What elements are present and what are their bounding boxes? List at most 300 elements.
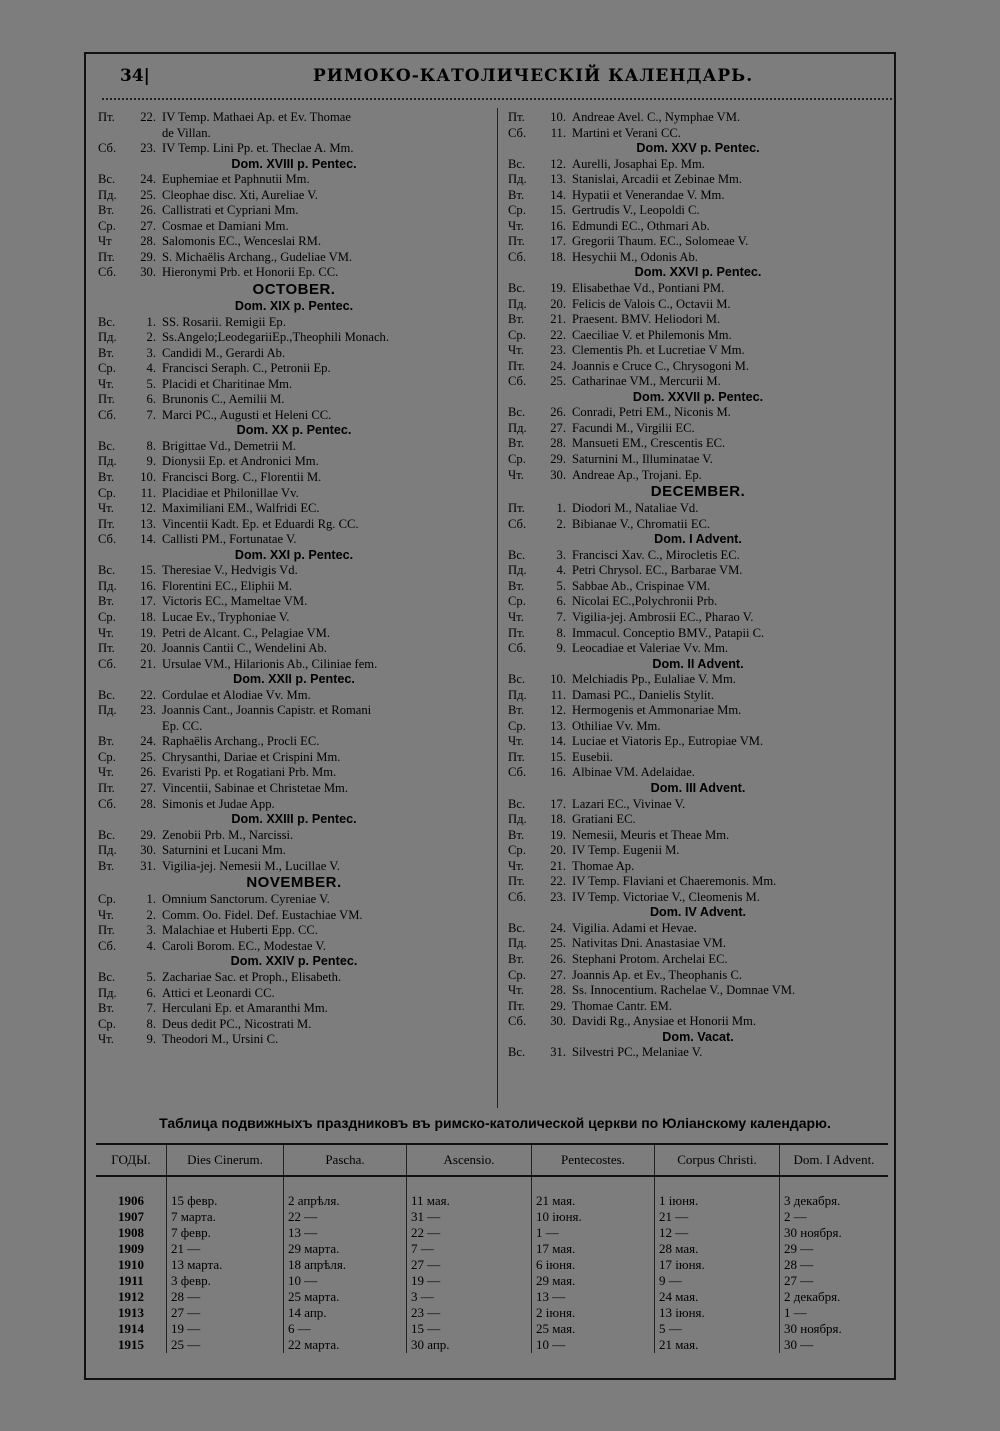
saint-names: Florentini EC., Eliphii M. <box>162 578 293 593</box>
day-number: 30. <box>550 1014 566 1029</box>
weekday-abbrev: Сб. <box>508 125 527 140</box>
weekday-abbrev: Чт. <box>98 501 114 516</box>
saint-names: Praesent. BMV. Heliodori M. <box>572 312 721 327</box>
weekday-abbrev: Сб. <box>508 1014 527 1029</box>
day-number: 8. <box>146 1016 156 1031</box>
weekday-abbrev: Вс. <box>98 827 116 842</box>
weekday-abbrev: Вт. <box>98 734 115 749</box>
date-cell: 17 мая. <box>532 1241 655 1257</box>
calendar-day-row <box>98 110 490 126</box>
year-cell: 1907 <box>118 1209 144 1224</box>
day-number: 17. <box>550 234 566 249</box>
date-cell: 7 — <box>407 1241 532 1257</box>
calendar-day-row <box>508 641 888 657</box>
saint-names: Hypatii et Venerandae V. Mm. <box>572 187 725 202</box>
feast-table-title: Таблица подвижныхъ праздниковъ въ римско-католической церкви по Юліанскому календарю. <box>159 1115 831 1131</box>
day-number: 23. <box>550 343 566 358</box>
saint-names: Thomae Ap. <box>572 858 635 873</box>
calendar-day-row <box>508 359 888 375</box>
calendar-day-row <box>508 874 888 890</box>
calendar-day-row <box>98 703 490 719</box>
day-number: 9. <box>146 1032 156 1047</box>
day-number: 24. <box>550 920 566 935</box>
saint-names: Vincentii, Sabinae et Christetae Mm. <box>162 780 349 795</box>
date-cell: 5 — <box>655 1321 780 1337</box>
calendar-day-row <box>508 452 888 468</box>
saint-names: Lazari EC., Vivinae V. <box>572 796 686 811</box>
calendar-day-row <box>98 315 490 331</box>
day-number: 8. <box>556 625 566 640</box>
weekday-abbrev: Пт. <box>508 749 525 764</box>
weekday-abbrev: Вт. <box>508 436 525 451</box>
table-row <box>96 1305 888 1321</box>
day-number: 25. <box>550 936 566 951</box>
day-number: 19. <box>550 827 566 842</box>
calendar-day-row <box>98 594 490 610</box>
weekday-abbrev: Чт. <box>508 343 524 358</box>
saint-names: Cosmae et Damiani Mm. <box>162 218 289 233</box>
weekday-abbrev: Сб. <box>508 249 527 264</box>
date-cell: 11 мая. <box>407 1176 532 1209</box>
saint-names: Hesychii M., Odonis Ab. <box>572 249 698 264</box>
saint-names: Joannis Ap. et Ev., Theophanis C. <box>572 967 743 982</box>
saint-names: Joannis e Cruce C., Chrysogoni M. <box>572 358 750 373</box>
saint-names: IV Temp. Lini Pp. et. Theclae A. Mm. <box>162 141 354 156</box>
day-number: 29. <box>550 998 566 1013</box>
day-number: 4. <box>556 563 566 578</box>
calendar-day-row <box>508 610 888 626</box>
saint-names: Callistrati et Cypriani Mm. <box>162 203 299 218</box>
calendar-day-row <box>98 781 490 797</box>
calendar-day-row <box>98 517 490 533</box>
date-cell: 13 — <box>532 1289 655 1305</box>
weekday-abbrev: Пд. <box>508 172 527 187</box>
year-cell: 1913 <box>118 1305 144 1320</box>
calendar-day-row <box>98 454 490 470</box>
day-number: 24. <box>140 172 156 187</box>
saint-names: Leocadiae et Valeriae Vv. Mm. <box>572 641 729 656</box>
table-row <box>96 1289 888 1305</box>
weekday-abbrev: Ср. <box>508 967 526 982</box>
saint-names: Victoris EC., Mameltae VM. <box>162 594 308 609</box>
date-cell: 27 — <box>167 1305 284 1321</box>
saint-names: Zenobii Prb. M., Narcissi. <box>162 827 294 842</box>
table-row <box>96 1321 888 1337</box>
saint-names: Deus dedit PC., Nicostrati M. <box>162 1016 312 1031</box>
weekday-abbrev: Вт. <box>98 858 115 873</box>
calendar-day-row <box>98 626 490 642</box>
day-number: 2. <box>146 330 156 345</box>
date-cell: 25 марта. <box>284 1289 407 1305</box>
year-cell: 1909 <box>118 1241 144 1256</box>
weekday-abbrev: Чт <box>98 234 112 249</box>
saint-names: Brigittae Vd., Demetrii M. <box>162 438 297 453</box>
day-number: 17. <box>550 796 566 811</box>
sunday-heading: Dom. I Advent. <box>654 532 742 547</box>
calendar-day-row <box>508 374 888 390</box>
calendar-day-row <box>508 968 888 984</box>
date-cell: 22 — <box>284 1209 407 1225</box>
calendar-day-row <box>98 377 490 393</box>
day-number: 17. <box>140 594 156 609</box>
date-cell: 29 марта. <box>284 1241 407 1257</box>
date-cell: 1 — <box>532 1225 655 1241</box>
day-number: 30. <box>140 843 156 858</box>
calendar-day-row <box>98 141 490 157</box>
weekday-abbrev: Вс. <box>98 438 116 453</box>
day-number: 24. <box>550 358 566 373</box>
saint-names: Catharinae VM., Mercurii M. <box>572 374 721 389</box>
calendar-day-row <box>98 641 490 657</box>
weekday-abbrev: Ср. <box>508 718 526 733</box>
weekday-abbrev: Пт. <box>98 516 115 531</box>
saint-names: Othiliae Vv. Mm. <box>572 718 661 733</box>
date-cell: 29 — <box>780 1241 889 1257</box>
day-number: 27. <box>550 420 566 435</box>
page-number: 34| <box>120 66 150 86</box>
weekday-abbrev: Ср. <box>98 609 116 624</box>
date-cell: 22 марта. <box>284 1337 407 1353</box>
saint-names: Gratiani EC. <box>572 812 636 827</box>
day-number: 19. <box>140 625 156 640</box>
day-number: 10. <box>550 672 566 687</box>
saint-names: Chrysanthi, Dariae et Crispini Mm. <box>162 749 341 764</box>
calendar-day-row <box>98 330 490 346</box>
weekday-abbrev: Ср. <box>98 749 116 764</box>
day-number: 16. <box>550 218 566 233</box>
saint-names: Hieronymi Prb. et Honorii Ep. CC. <box>162 265 339 280</box>
day-number: 27. <box>550 967 566 982</box>
saint-names: Eusebii. <box>572 749 613 764</box>
saint-names: Caeciliae V. et Philemonis Mm. <box>572 327 732 342</box>
table-header-row <box>96 1144 888 1176</box>
calendar-day-row <box>508 468 888 484</box>
weekday-abbrev: Чт. <box>98 907 114 922</box>
weekday-abbrev: Пт. <box>98 780 115 795</box>
year-cell: 1912 <box>118 1289 144 1304</box>
day-number: 28. <box>550 983 566 998</box>
day-number: 6. <box>556 594 566 609</box>
date-cell: 3 — <box>407 1289 532 1305</box>
page-header <box>108 66 888 94</box>
day-number: 28. <box>140 234 156 249</box>
weekday-abbrev: Ср. <box>508 203 526 218</box>
day-number: 4. <box>146 361 156 376</box>
saint-names: Theodori M., Ursini C. <box>162 1032 279 1047</box>
saint-names: Aurelli, Josaphai Ep. Mm. <box>572 156 705 171</box>
date-cell: 6 — <box>284 1321 407 1337</box>
weekday-abbrev: Пд. <box>508 296 527 311</box>
day-number: 5. <box>556 578 566 593</box>
saint-names: Malachiae et Huberti Epp. CC. <box>162 923 318 938</box>
movable-feasts-table <box>96 1143 888 1353</box>
weekday-abbrev: Вт. <box>508 312 525 327</box>
calendar-day-row <box>508 765 888 781</box>
day-number: 14. <box>550 734 566 749</box>
weekday-abbrev: Сб. <box>98 656 117 671</box>
day-number: 9. <box>146 454 156 469</box>
calendar-day-row <box>98 1017 490 1033</box>
date-cell: 21 мая. <box>532 1176 655 1209</box>
weekday-abbrev: Пт. <box>98 249 115 264</box>
day-number: 23. <box>140 141 156 156</box>
sunday-heading: Dom. XX p. Pentec. <box>236 423 352 438</box>
calendar-day-row <box>98 908 490 924</box>
saint-names: Stephani Protom. Archelai EC. <box>572 951 728 966</box>
sunday-heading: Dom. XXV p. Pentec. <box>636 141 760 156</box>
date-cell: 28 — <box>780 1257 889 1273</box>
weekday-abbrev: Вт. <box>508 578 525 593</box>
weekday-abbrev: Вс. <box>508 281 526 296</box>
day-number: 11. <box>140 485 156 500</box>
calendar-day-row <box>508 859 888 875</box>
weekday-abbrev: Пт. <box>98 110 115 124</box>
column-header: Pentecostes. <box>532 1144 655 1176</box>
day-number: 8. <box>146 438 156 453</box>
day-number: 31. <box>550 1045 566 1060</box>
day-number: 2. <box>556 516 566 531</box>
date-cell: 7 февр. <box>167 1225 284 1241</box>
weekday-abbrev: Чт. <box>98 1032 114 1047</box>
saint-names: Ursulae VM., Hilarionis Ab., Ciliniae fem. <box>162 656 378 671</box>
day-number: 14. <box>550 187 566 202</box>
day-number: 20. <box>550 296 566 311</box>
calendar-day-row <box>508 594 888 610</box>
weekday-abbrev: Сб. <box>98 141 117 156</box>
day-number: 22. <box>140 110 156 124</box>
saint-names: Francisci Xav. C., Mirocletis EC. <box>572 547 740 562</box>
weekday-abbrev: Ср. <box>98 218 116 233</box>
weekday-abbrev: Чт. <box>508 218 524 233</box>
weekday-abbrev: Пд. <box>98 985 117 1000</box>
month-heading: NOVEMBER. <box>246 874 342 892</box>
day-number: 13. <box>140 516 156 531</box>
day-number: 26. <box>550 951 566 966</box>
weekday-abbrev: Пт. <box>508 874 525 889</box>
calendar-day-row <box>98 765 490 781</box>
calendar-day-row <box>508 563 888 579</box>
calendar-day-row <box>98 859 490 875</box>
saint-names: Davidi Rg., Anysiae et Honorii Mm. <box>572 1014 756 1029</box>
saint-names: Martini et Verani CC. <box>572 125 681 140</box>
weekday-abbrev: Сб. <box>98 407 117 422</box>
table-row <box>96 1225 888 1241</box>
calendar-day-row <box>508 1045 888 1061</box>
calendar-day-row <box>508 517 888 533</box>
saint-names: Cleophae disc. Xti, Aureliae V. <box>162 187 318 202</box>
weekday-abbrev: Пд. <box>98 578 117 593</box>
date-cell: 10 — <box>284 1273 407 1289</box>
date-cell: 24 мая. <box>655 1289 780 1305</box>
calendar-day-row <box>508 203 888 219</box>
weekday-abbrev: Сб. <box>508 765 527 780</box>
calendar-day-row <box>98 250 490 266</box>
calendar-day-row <box>98 797 490 813</box>
header-rule <box>102 98 892 106</box>
saint-names: Lucae Ev., Tryphoniae V. <box>162 609 290 624</box>
day-number: 15. <box>140 563 156 578</box>
saint-names: Caroli Borom. EC., Modestae V. <box>162 938 326 953</box>
saint-names: IV Temp. Mathaei Ap. et Ev. Thomae <box>162 110 351 124</box>
saint-names: Petri Chrysol. EC., Barbarae VM. <box>572 563 743 578</box>
column-header: ГОДЫ. <box>96 1144 167 1176</box>
calendar-day-row <box>508 812 888 828</box>
calendar-day-row <box>98 986 490 1002</box>
weekday-abbrev: Сб. <box>508 641 527 656</box>
calendar-day-row <box>508 797 888 813</box>
calendar-day-row <box>98 439 490 455</box>
day-number: 19. <box>550 281 566 296</box>
weekday-abbrev: Чт. <box>98 376 114 391</box>
saint-names: Francisci Borg. C., Florentii M. <box>162 470 322 485</box>
weekday-abbrev: Пт. <box>98 923 115 938</box>
saint-names: Simonis et Judae App. <box>162 796 275 811</box>
saint-names: Raphaëlis Archang., Procli EC. <box>162 734 320 749</box>
date-cell: 17 іюня. <box>655 1257 780 1273</box>
saint-names: Hermogenis et Ammonariae Mm. <box>572 703 742 718</box>
day-number: 22. <box>550 327 566 342</box>
saint-names: Attici et Leonardi CC. <box>162 985 275 1000</box>
day-number: 12. <box>140 501 156 516</box>
table-row <box>96 1337 888 1353</box>
calendar-day-row <box>508 405 888 421</box>
calendar-day-row <box>508 188 888 204</box>
calendar-day-row <box>98 486 490 502</box>
saint-names: Gregorii Thaum. EC., Solomeae V. <box>572 234 749 249</box>
sunday-heading: Dom. XXIV p. Pentec. <box>230 954 358 969</box>
date-cell: 13 іюня. <box>655 1305 780 1321</box>
day-number: 29. <box>140 827 156 842</box>
saint-names: Evaristi Pp. et Rogatiani Prb. Mm. <box>162 765 337 780</box>
date-cell: 29 мая. <box>532 1273 655 1289</box>
weekday-abbrev: Вс. <box>98 687 116 702</box>
weekday-abbrev: Вс. <box>508 920 526 935</box>
saint-names: Facundi M., Virgilii EC. <box>572 420 695 435</box>
saint-names: IV Temp. Flaviani et Chaeremonis. Mm. <box>572 874 777 889</box>
saint-names: Vigilia-jej. Nemesii M., Lucillae V. <box>162 858 340 873</box>
weekday-abbrev: Чт. <box>98 765 114 780</box>
calendar-day-row <box>508 328 888 344</box>
saint-names: Diodori M., Nataliae Vd. <box>572 501 699 516</box>
weekday-abbrev: Ср. <box>508 452 526 467</box>
weekday-abbrev: Пт. <box>508 110 525 124</box>
calendar-day-row <box>508 952 888 968</box>
column-header: Pascha. <box>284 1144 407 1176</box>
day-number: 4. <box>146 938 156 953</box>
calendar-day-row <box>98 828 490 844</box>
saint-names: Silvestri PC., Melaniae V. <box>572 1045 703 1060</box>
saint-names: Francisci Seraph. C., Petronii Ep. <box>162 361 331 376</box>
weekday-abbrev: Вт. <box>508 187 525 202</box>
date-cell: 13 марта. <box>167 1257 284 1273</box>
weekday-abbrev: Пт. <box>508 501 525 516</box>
date-cell: 6 іюня. <box>532 1257 655 1273</box>
day-number: 18. <box>550 812 566 827</box>
weekday-abbrev: Сб. <box>98 796 117 811</box>
saint-names: Callisti PM., Fortunatae V. <box>162 532 297 547</box>
weekday-abbrev: Сб. <box>98 532 117 547</box>
calendar-day-row <box>98 188 490 204</box>
weekday-abbrev: Вс. <box>508 405 526 420</box>
day-number: 16. <box>140 578 156 593</box>
weekday-abbrev: Чт. <box>508 609 524 624</box>
calendar-day-row <box>98 470 490 486</box>
saint-names: S. Michaëlis Archang., Gudeliae VM. <box>162 249 353 264</box>
column-divider <box>497 108 498 1108</box>
day-number: 24. <box>140 734 156 749</box>
calendar-day-row <box>508 719 888 735</box>
year-cell: 1906 <box>118 1193 144 1208</box>
saint-names: Gertrudis V., Leopoldi C. <box>572 203 700 218</box>
day-number: 7. <box>146 407 156 422</box>
calendar-day-row <box>98 610 490 626</box>
calendar-day-row <box>508 343 888 359</box>
saint-names: SS. Rosarii. Remigii Ep. <box>162 314 286 329</box>
weekday-abbrev: Сб. <box>508 516 527 531</box>
day-number: 5. <box>146 969 156 984</box>
day-number: 20. <box>140 641 156 656</box>
date-cell: 7 марта. <box>167 1209 284 1225</box>
saint-names: Immacul. Conceptio BMV., Patapii C. <box>572 625 765 640</box>
weekday-abbrev: Пт. <box>508 234 525 249</box>
day-number: 12. <box>550 703 566 718</box>
weekday-abbrev: Вс. <box>98 314 116 329</box>
saint-names: Vincentii Kadt. Ep. et Eduardi Rg. CC. <box>162 516 359 531</box>
day-number: 3. <box>146 345 156 360</box>
saint-names: Vigilia-jej. Ambrosii EC., Pharao V. <box>572 609 754 624</box>
weekday-abbrev: Вт. <box>98 203 115 218</box>
weekday-abbrev: Вс. <box>508 672 526 687</box>
page-title: РИМОКО-КАТОЛИЧЕСКІЙ КАЛЕНДАРЬ. <box>313 66 754 86</box>
sunday-heading: Dom. XXIII p. Pentec. <box>231 812 357 827</box>
day-number: 28. <box>550 436 566 451</box>
day-number: 3. <box>146 923 156 938</box>
calendar-day-row <box>508 936 888 952</box>
day-number: 23. <box>550 889 566 904</box>
calendar-day-row <box>508 999 888 1015</box>
sunday-heading: Dom. XXI p. Pentec. <box>234 547 354 562</box>
calendar-day-row <box>508 219 888 235</box>
weekday-abbrev: Вс. <box>98 969 116 984</box>
day-number: 27. <box>140 218 156 233</box>
calendar-day-row <box>98 563 490 579</box>
weekday-abbrev: Чт. <box>508 983 524 998</box>
day-number: 2. <box>146 907 156 922</box>
saint-names: Luciae et Viatoris Ep., Eutropiae VM. <box>572 734 764 749</box>
day-number: 11. <box>550 125 566 140</box>
saint-names: Maximiliani EM., Walfridi EC. <box>162 501 320 516</box>
day-number: 14. <box>140 532 156 547</box>
calendar-day-row <box>508 890 888 906</box>
calendar-day-row <box>508 501 888 517</box>
calendar-day-row <box>98 734 490 750</box>
calendar-day-row <box>98 361 490 377</box>
calendar-day-row <box>98 172 490 188</box>
weekday-abbrev: Сб. <box>508 374 527 389</box>
date-cell: 3 декабря. <box>780 1176 889 1209</box>
calendar-day-row <box>98 408 490 424</box>
weekday-abbrev: Пд. <box>508 420 527 435</box>
date-cell: 19 — <box>167 1321 284 1337</box>
saint-names: Joannis Cantii C., Wendelini Ab. <box>162 641 327 656</box>
calendar-day-row <box>508 234 888 250</box>
date-cell: 19 — <box>407 1273 532 1289</box>
calendar-day-row <box>508 579 888 595</box>
saint-names: Stanislai, Arcadii et Zebinae Mm. <box>572 172 742 187</box>
saint-names: Nativitas Dni. Anastasiae VM. <box>572 936 727 951</box>
calendar-day-row <box>98 501 490 517</box>
calendar-day-row <box>98 1032 490 1048</box>
